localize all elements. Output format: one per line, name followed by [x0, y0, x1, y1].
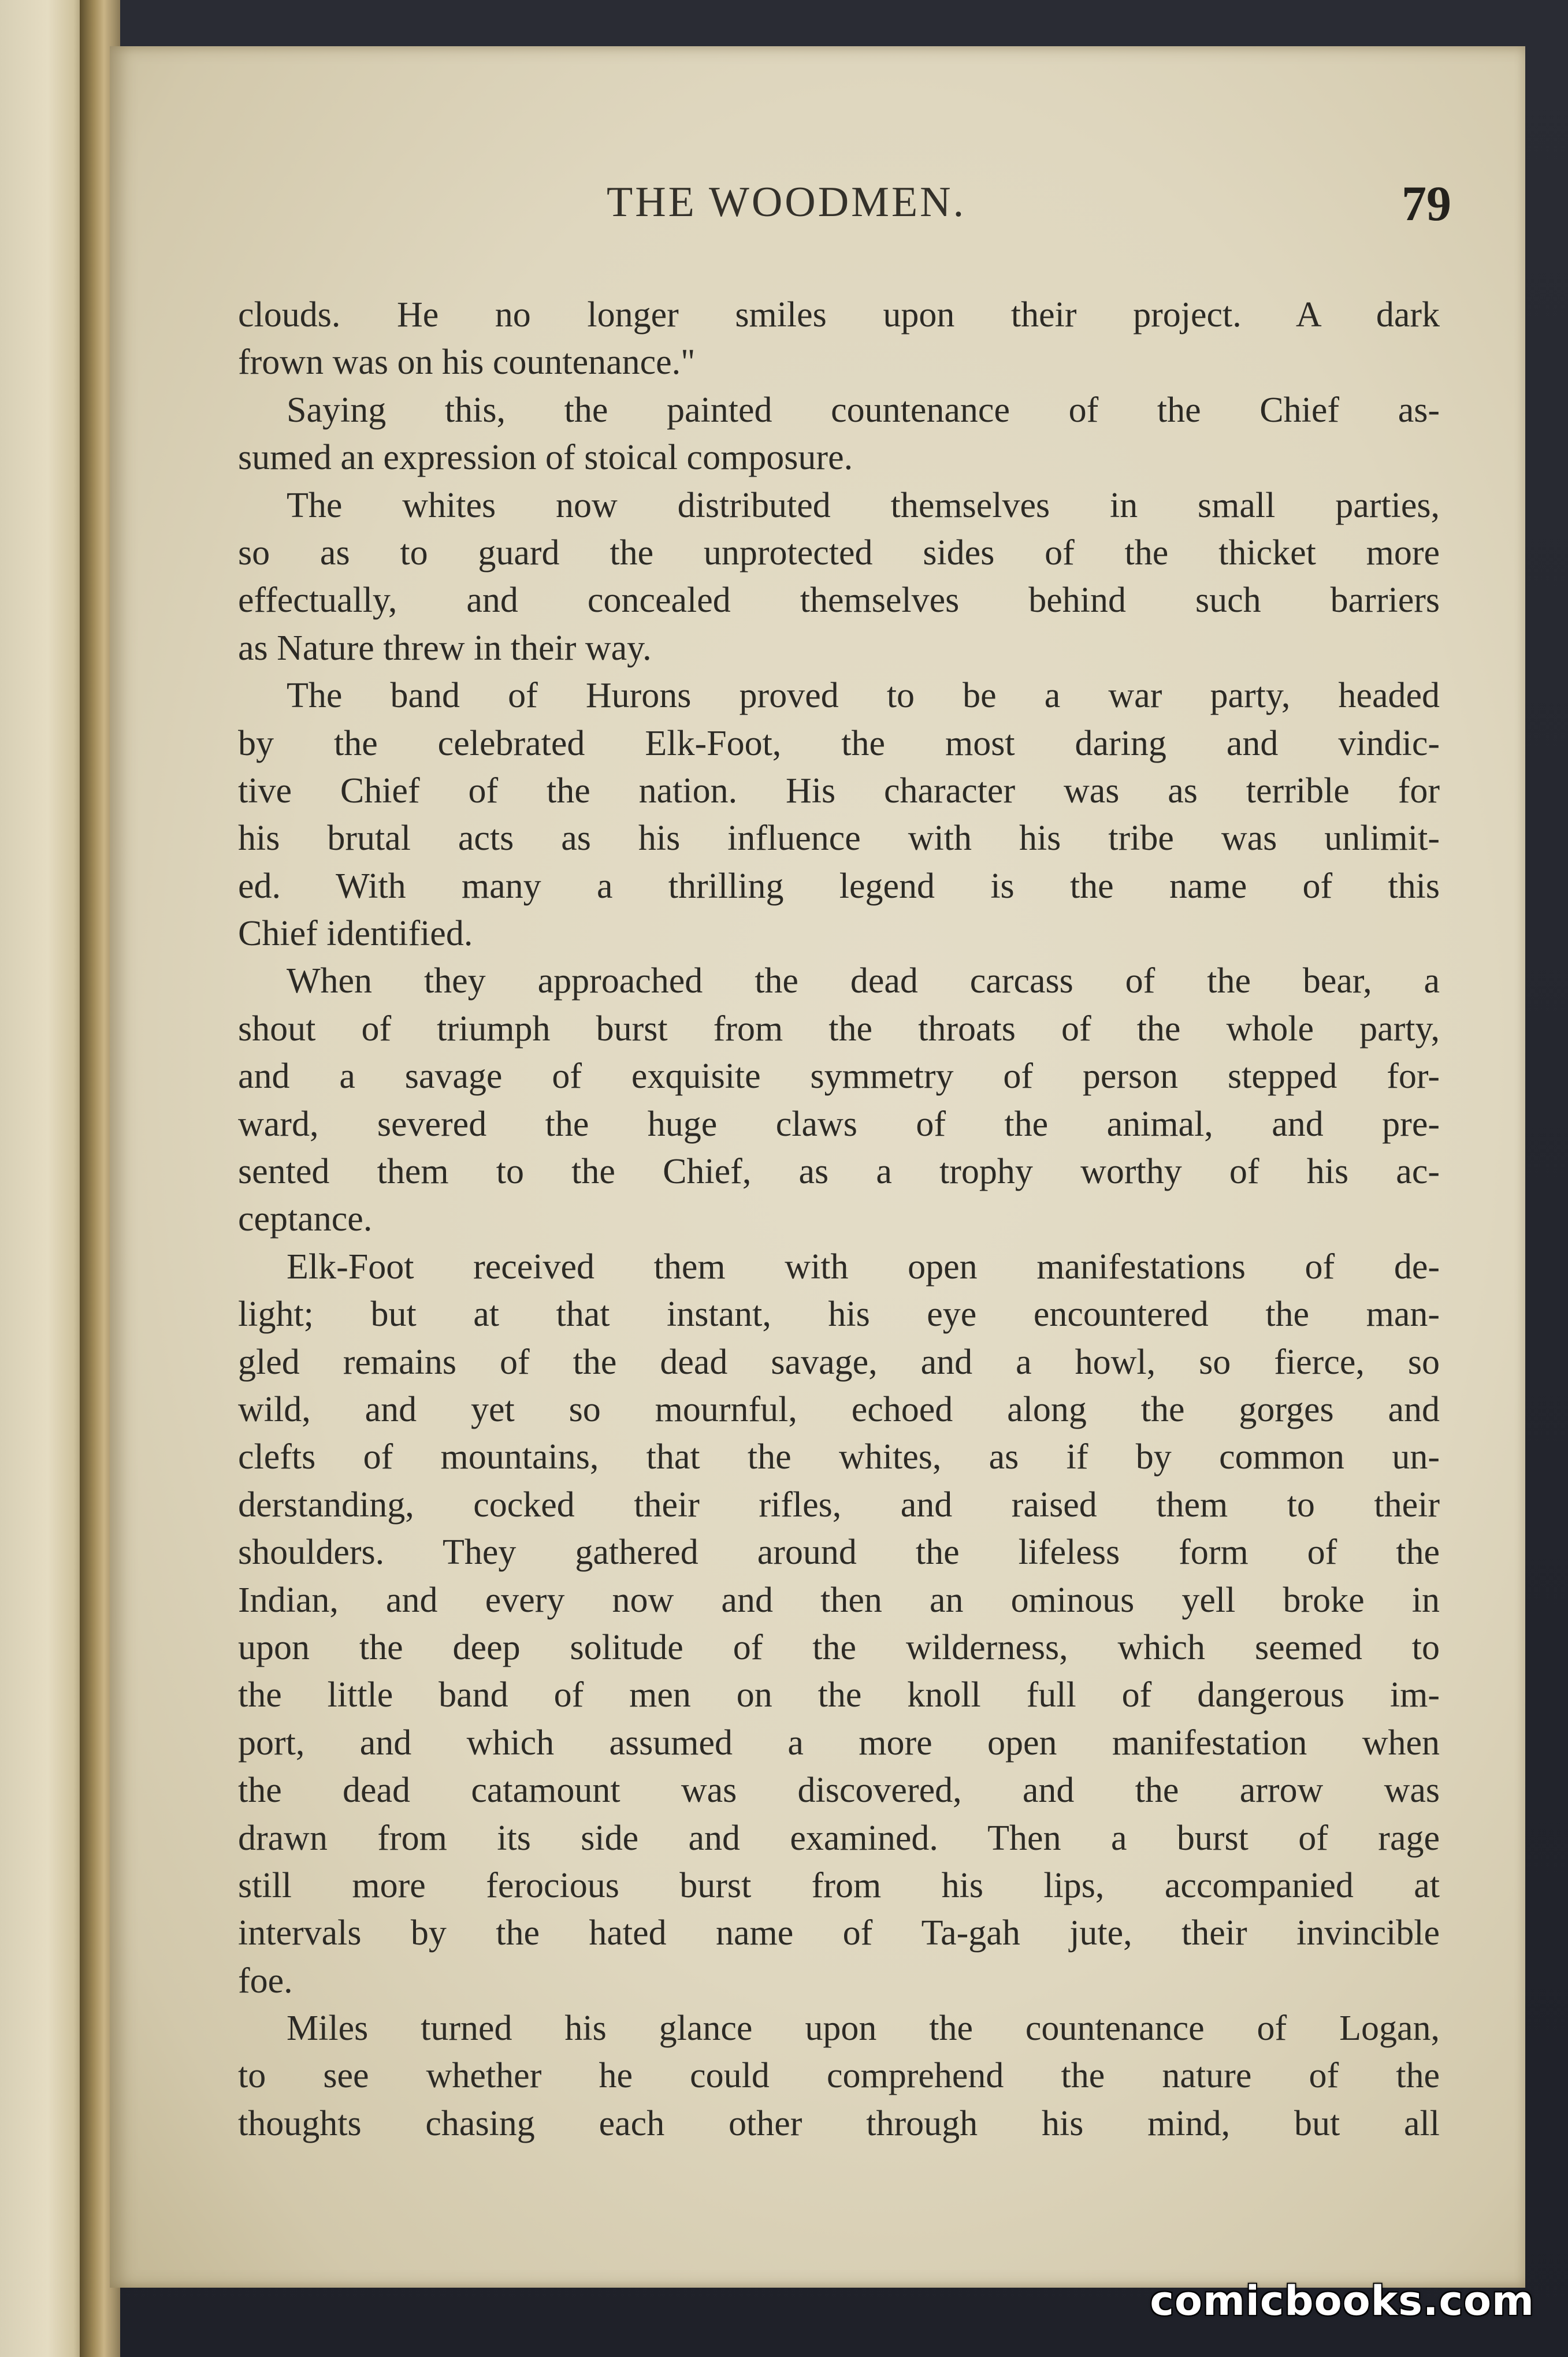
text-line: Indian, and every now and then an ominous yell broke in [238, 1580, 1440, 1620]
text-line: by the celebrated Elk-Foot, the most daring and vindic- [238, 723, 1440, 763]
text-line: drawn from its side and examined. Then a burst of rage [238, 1818, 1440, 1858]
text-line: Miles turned his glance upon the countenance of Logan, [287, 2009, 1440, 2049]
text-line: ward, severed the huge claws of the animal, and pre- [238, 1104, 1440, 1144]
text-line: intervals by the hated name of Ta-gah jute, their invincible [238, 1913, 1440, 1953]
text-line: sumed an expression of stoical composure. [238, 438, 853, 478]
text-line: effectually, and concealed themselves behind such barriers [238, 581, 1440, 620]
text-line: Chief identified. [238, 914, 473, 954]
text-line: ed. With many a thrilling legend is the name of this [238, 866, 1440, 906]
text-line: port, and which assumed a more open manifestation when [238, 1723, 1440, 1763]
text-line: thoughts chasing each other through his mind, but all [238, 2103, 1440, 2143]
text-line: Elk-Foot received them with open manifestations of de- [287, 1247, 1440, 1287]
text-line: The band of Hurons proved to be a war party, headed [287, 676, 1440, 716]
text-line: When they approached the dead carcass of the bear, a [287, 961, 1440, 1001]
text-line: ceptance. [238, 1199, 373, 1239]
text-line: shout of triumph burst from the throats of the whole party, [238, 1009, 1440, 1049]
text-line: light; but at that instant, his eye encountered the man- [238, 1295, 1440, 1334]
text-line: the dead catamount was discovered, and the arrow was [238, 1771, 1440, 1810]
text-line: gled remains of the dead savage, and a howl, so fierce, so [238, 1342, 1440, 1382]
text-line: so as to guard the unprotected sides of the thicket more [238, 533, 1440, 572]
text-line: as Nature threw in their way. [238, 628, 652, 668]
text-line: sented them to the Chief, as a trophy worthy of his ac- [238, 1152, 1440, 1192]
text-line: and a savage of exquisite symmetry of person stepped for- [238, 1057, 1440, 1096]
text-line: the little band of men on the knoll full of dangerous im- [238, 1675, 1440, 1715]
text-line: derstanding, cocked their rifles, and raised them to their [238, 1485, 1440, 1525]
left-page-edge [0, 0, 87, 2357]
text-line: clouds. He no longer smiles upon their project. A dark [238, 295, 1440, 334]
running-title: THE WOODMEN. [607, 179, 967, 226]
text-line: upon the deep solitude of the wilderness, which seemed to [238, 1627, 1440, 1667]
text-line: his brutal acts as his influence with his tribe was unlimit- [238, 819, 1440, 858]
text-line: shoulders. They gathered around the lifeless form of the [238, 1533, 1440, 1572]
text-line: foe. [238, 1961, 293, 2001]
text-line: The whites now distributed themselves in small parties, [287, 485, 1440, 525]
text-line: wild, and yet so mournful, echoed along the gorges and [238, 1389, 1440, 1429]
text-line: to see whether he could comprehend the nature of the [238, 2056, 1440, 2096]
page-header [110, 178, 1525, 247]
text-line: tive Chief of the nation. His character was as terrible for [238, 771, 1440, 811]
text-line: clefts of mountains, that the whites, as if by common un- [238, 1437, 1440, 1477]
body-text [238, 291, 1440, 2147]
text-line: still more ferocious burst from his lips, accompanied at [238, 1865, 1440, 1905]
text-line: frown was on his countenance." [238, 343, 696, 382]
text-line: Saying this, the painted countenance of the Chief as- [287, 390, 1440, 430]
page-number: 79 [1402, 176, 1451, 231]
book-page [110, 46, 1525, 2288]
watermark: comicbooks.com [1150, 2277, 1534, 2325]
